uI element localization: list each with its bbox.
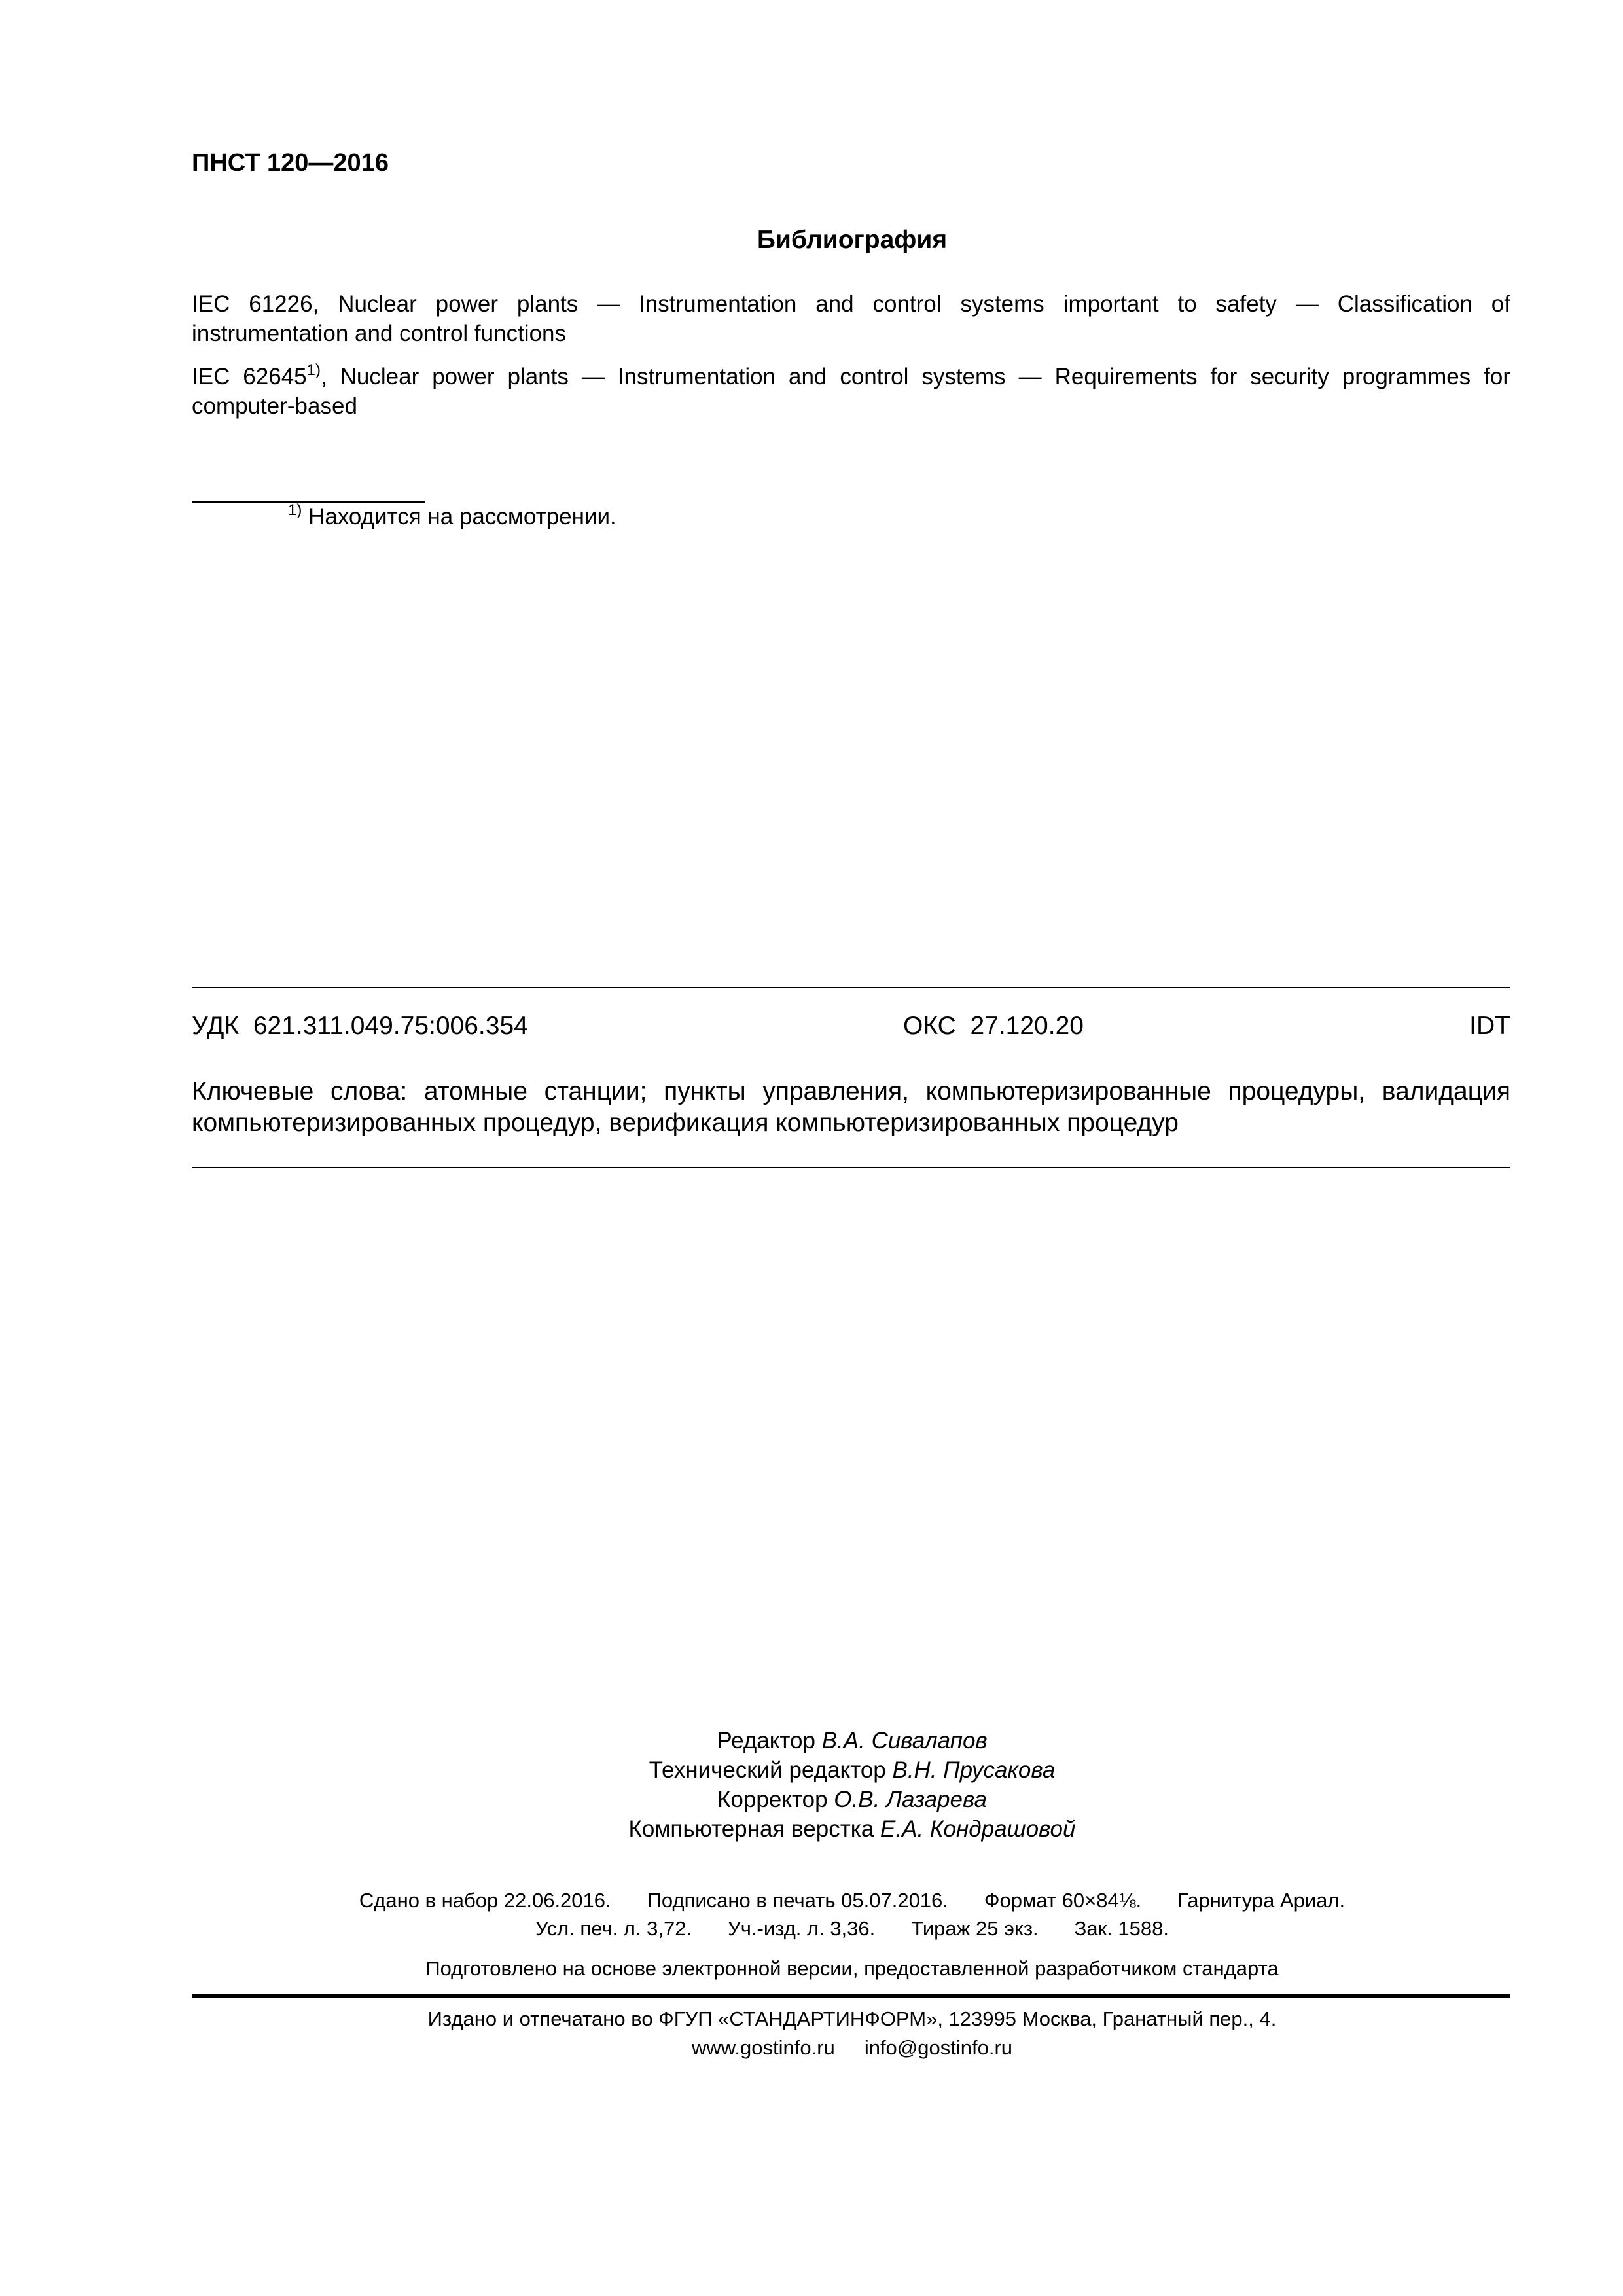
- publisher-info: [0, 2005, 1623, 2062]
- credit-role: Технический редактор: [649, 1757, 893, 1783]
- email-link[interactable]: info@gostinfo.ru: [864, 2036, 1013, 2059]
- entry-line: computer-based: [192, 393, 357, 419]
- entry-line: [192, 362, 1510, 391]
- publisher-line: Издано и отпечатано во ФГУП «СТАНДАРТИНФОРМ», 123995 Москва, Гранатный пер., 4.: [427, 2007, 1277, 2030]
- keywords: [192, 1076, 1510, 1139]
- keywords-line: компьютеризированных процедур, верификация компьютеризированных процедур: [192, 1109, 1179, 1137]
- entry-line: instrumentation and control functions: [192, 321, 566, 346]
- thick-divider: [192, 1994, 1510, 1998]
- credit-role: Компьютерная верстка: [628, 1816, 881, 1842]
- imprint-item: Уч.-изд. л. 3,36.: [728, 1917, 876, 1940]
- credit-name: В.Н. Прусакова: [892, 1757, 1056, 1783]
- imprint-item: Усл. печ. л. 3,72.: [535, 1917, 692, 1940]
- credit-line: [0, 1726, 1623, 1755]
- document-code: ПНСТ 120—2016: [192, 149, 389, 177]
- imprint: [0, 1886, 1623, 1943]
- credit-line: [0, 1814, 1623, 1844]
- entry-code: IEC 62645: [192, 364, 307, 389]
- keywords-line: Ключевые слова: атомные станции; пункты управления, компьютеризированные процедуры, валидация: [192, 1077, 1510, 1105]
- imprint-line: [0, 1886, 1623, 1914]
- website-link[interactable]: www.gostinfo.ru: [691, 2036, 835, 2059]
- divider: [192, 987, 1510, 988]
- prepared-note: Подготовлено на основе электронной версии, предоставленной разработчиком стандарта: [425, 1957, 1279, 1980]
- imprint-item: Зак. 1588.: [1074, 1917, 1169, 1940]
- udk-code: УДК 621.311.049.75:006.354: [192, 1012, 528, 1040]
- imprint-item: Сдано в набор 22.06.2016.: [359, 1889, 611, 1912]
- entry-title: , Nuclear power plants — Instrumentation and control systems — Requirements for security programmes for: [320, 364, 1510, 389]
- oks-code: ОКС 27.120.20: [903, 1012, 1084, 1040]
- imprint-item: Гарнитура Ариал.: [1177, 1889, 1346, 1912]
- footnote-ref[interactable]: 1): [306, 361, 321, 379]
- credits: [0, 1726, 1623, 1844]
- footnote: [288, 501, 616, 530]
- footnote-mark: 1): [288, 501, 302, 519]
- imprint-item: Подписано в печать 05.07.2016.: [647, 1889, 948, 1912]
- footnote-text: Находится на рассмотрении.: [308, 504, 616, 529]
- idt-label: IDT: [1469, 1012, 1510, 1040]
- bibliography-entry: [192, 289, 1510, 348]
- credit-line: [0, 1785, 1623, 1814]
- credit-name: О.В. Лазарева: [834, 1787, 987, 1812]
- publisher-contacts: [0, 2034, 1623, 2062]
- imprint-line: [0, 1914, 1623, 1943]
- imprint-item: Формат 60×84⅛.: [984, 1889, 1142, 1912]
- imprint-item: Тираж 25 экз.: [911, 1917, 1039, 1940]
- credit-role: Корректор: [717, 1787, 834, 1812]
- credit-role: Редактор: [717, 1728, 822, 1753]
- footnote-separator: [192, 501, 425, 503]
- bibliography-title: Библиография: [757, 226, 948, 254]
- credit-line: [0, 1755, 1623, 1785]
- entry-line: IEC 61226, Nuclear power plants — Instrumentation and control systems important to safety — Classification of: [192, 291, 1510, 317]
- credit-name: В.А. Сивалапов: [821, 1728, 988, 1753]
- divider: [192, 1167, 1510, 1168]
- credit-name: Е.А. Кондрашовой: [880, 1816, 1076, 1842]
- bibliography-entry: [192, 362, 1510, 421]
